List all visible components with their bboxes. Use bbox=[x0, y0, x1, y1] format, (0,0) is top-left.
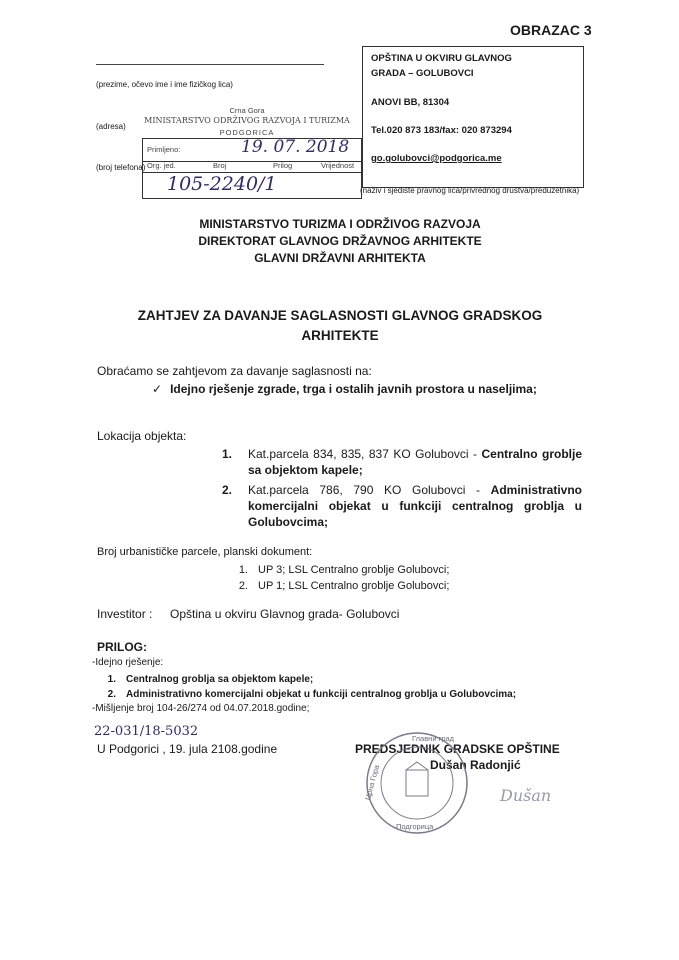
signature: Dušan bbox=[500, 786, 552, 805]
recipient-email: go.golubovci@podgorica.me bbox=[371, 153, 502, 164]
addressee-line-2: DIREKTORAT GLAVNOG DRŽAVNOG ARHITEKTE bbox=[198, 234, 482, 248]
stamp-city: PODGORICA bbox=[219, 128, 275, 137]
urban-text-2: UP 1; LSL Centralno groblje Golubovci; bbox=[258, 580, 450, 592]
location-text-b-2: Administrativno komercijalni objekat u funkciji centralnog groblja u Golubovcima; bbox=[248, 483, 582, 529]
opinion-text: -Mišljenje broj 104-26/274 od 04.07.2018.godine; bbox=[92, 703, 310, 714]
recipient-address: ANOVI BB, 81304 bbox=[371, 97, 450, 108]
attachment-label: PRILOG: bbox=[97, 640, 147, 654]
checked-item-text: Idejno rješenje zgrade, trga i ostalih javnih prostora u naseljima; bbox=[170, 382, 537, 396]
stamp-received-label: Primljeno: bbox=[147, 145, 181, 154]
intro-text: Obraćamo se zahtjevom za davanje saglasnosti na: bbox=[97, 364, 372, 378]
address-label: (adresa) bbox=[96, 122, 126, 131]
recipient-phone: Tel.020 873 183/fax: 020 873294 bbox=[371, 125, 512, 136]
registration-stamp bbox=[132, 106, 362, 202]
seal-bottom-text: Подгорица bbox=[396, 822, 434, 831]
urban-num-1: 1. bbox=[238, 564, 248, 576]
investor-label: Investitor : bbox=[97, 607, 153, 621]
location-item-1 bbox=[222, 446, 582, 478]
phone-label: (broj telefona) bbox=[96, 163, 146, 172]
investor-value: Opština u okviru Glavnog grada- Golubovci bbox=[170, 607, 400, 621]
addressee-line-1: MINISTARSTVO TURIZMA I ODRŽIVOG RAZVOJA bbox=[199, 217, 481, 231]
attachment-item-2 bbox=[96, 687, 516, 702]
urban-text-1: UP 3; LSL Centralno groblje Golubovci; bbox=[258, 564, 450, 576]
addressee bbox=[100, 216, 580, 267]
attachment-item-1 bbox=[96, 672, 516, 687]
stamp-col-attachment: Prilog bbox=[273, 161, 293, 170]
reference-number: 22-031/18-5032 bbox=[94, 724, 199, 739]
attachment-sub: -Idejno rješenje: bbox=[92, 657, 164, 668]
recipient-name-1: OPŠTINA U OKVIRU GLAVNOG bbox=[371, 53, 512, 64]
location-num-1: 1. bbox=[222, 447, 233, 461]
name-line bbox=[96, 64, 324, 65]
location-label: Lokacija objekta: bbox=[97, 429, 187, 443]
seal-top-text: Главни град bbox=[412, 734, 455, 743]
name-label: (prezime, očevo ime i ime fizičkog lica) bbox=[96, 80, 233, 89]
form-code: OBRAZAC 3 bbox=[510, 22, 592, 38]
stamp-received-row bbox=[142, 138, 362, 162]
location-item-2 bbox=[222, 482, 582, 530]
location-text-a-2: Kat.parcela 786, 790 KO Golubovci - bbox=[248, 483, 491, 497]
document-title bbox=[80, 306, 600, 346]
urban-list bbox=[228, 562, 449, 594]
entity-label: (naziv i sjedište pravnog lica/privrednog društva/preduzetnika) bbox=[360, 186, 580, 195]
stamp-col-value: Vrijednost bbox=[321, 161, 355, 170]
check-icon: ✓ bbox=[152, 382, 163, 396]
urban-item-1 bbox=[228, 562, 449, 578]
stamp-number: 105-2240/1 bbox=[167, 173, 277, 195]
attachment-num-1: 1. bbox=[107, 674, 116, 685]
recipient-box bbox=[362, 46, 584, 188]
municipal-seal bbox=[362, 728, 472, 838]
urban-label: Broj urbanističke parcele, planski dokument: bbox=[97, 546, 313, 558]
checked-item bbox=[152, 382, 537, 396]
seal-left-text: Црна Гора bbox=[363, 763, 382, 802]
attachment-text-1: Centralnog groblja sa objektom kapele; bbox=[126, 674, 314, 685]
place-date: U Podgorici , 19. jula 2108.godine bbox=[97, 742, 278, 756]
addressee-line-3: GLAVNI DRŽAVNI ARHITEKTA bbox=[254, 251, 426, 265]
urban-item-2 bbox=[228, 578, 449, 594]
stamp-col-number: Broj bbox=[213, 161, 227, 170]
recipient-name-2: GRADA – GOLUBOVCI bbox=[371, 68, 474, 79]
stamp-ministry: MINISTARSTVO ODRŽIVOG RAZVOJA I TURIZMA bbox=[144, 116, 350, 125]
location-num-2: 2. bbox=[222, 483, 233, 497]
location-text-b-1: Centralno groblje sa objektom kapele; bbox=[248, 447, 583, 477]
title-line-1: ZAHTJEV ZA DAVANJE SAGLASNOSTI GLAVNOG GRADSKOG bbox=[137, 308, 543, 323]
title-line-2: ARHITEKTE bbox=[301, 328, 379, 343]
stamp-number-row bbox=[142, 172, 362, 199]
attachment-list bbox=[96, 672, 516, 702]
attachment-num-2: 2. bbox=[107, 689, 116, 700]
attachment-text-2: Administrativno komercijalni objekat u funkciji centralnog groblja u Golubovcima; bbox=[126, 689, 517, 700]
stamp-col-org: Org. jed. bbox=[147, 161, 176, 170]
stamp-country: Crna Gora bbox=[229, 106, 265, 115]
signer-title: PREDSJEDNIK GRADSKE OPŠTINE bbox=[355, 742, 560, 756]
stamp-received-date: 19. 07. 2018 bbox=[241, 137, 350, 157]
location-text-a-1: Kat.parcela 834, 835, 837 KO Golubovci - bbox=[248, 447, 482, 461]
urban-num-2: 2. bbox=[238, 580, 248, 592]
signer-name: Dušan Radonjić bbox=[430, 758, 521, 772]
